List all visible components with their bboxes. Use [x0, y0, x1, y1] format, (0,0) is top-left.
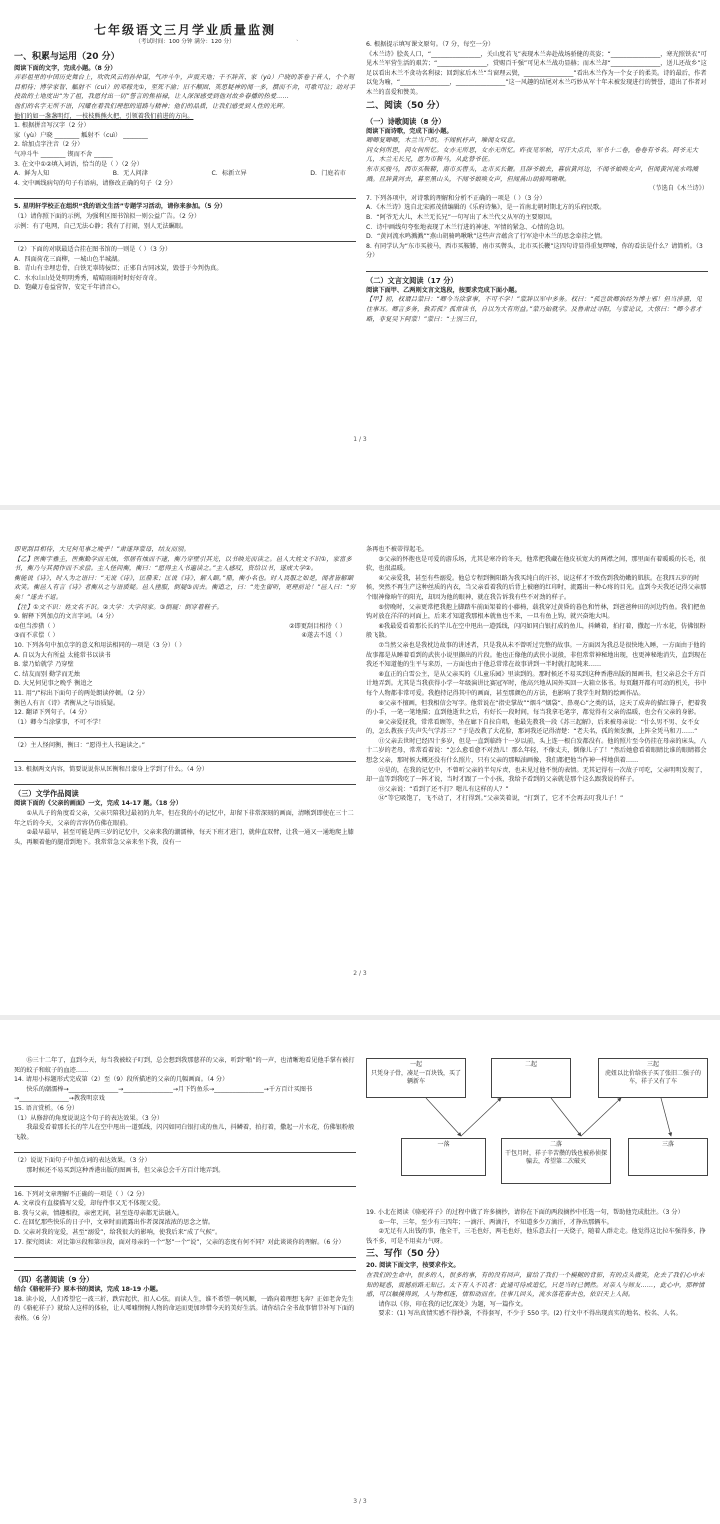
answer-line[interactable] — [14, 1177, 356, 1187]
exam-text: 条再也不被蒂得起毛。 — [366, 546, 428, 553]
exam-text: 弄彩祖里的中国历史舞台上，吹吹风云的孙仲谋，气冲斗牛，声震天地；千不辞苦、家（yù）户晓的茶卷于昔人，个个刻目相待；博学家智、觚射不（cuì）的邓稼先①，至死不渝；旧不颠固、英思疑神的闻一多，撰而不舍，可歌可泣；动对手投敌的土地度出“为了祖，我愿付出一切”誓言的焦裕禄，让人深深感受到他对故乡春播的热爱…… — [14, 74, 356, 101]
exam-text: 东市买骏马，西市买鞍鞯，南市买辔头，北市买长鞭。旦辞爷娘去，暮宿黄河边，不闻爷娘唤女声，但闻黄河流水鸣溅溅。旦辞黄河去，暮至黑山头，不闻爷娘唤女声，但闻燕山胡骑鸣啾啾。 — [366, 165, 699, 183]
exam-text: D．饱藏万卷益营智，安定千年清音心。 — [14, 284, 124, 292]
exam-text: 【乙】医衡字雅圭，医衡勤学而无烛，邻居有烛而不逮，衡乃穿壁引其光，以书映光而读之。邑人大姓文不识①，家富多书，衡乃与其佣作而不求偿。主人怪问衡，衡曰：“愿得主人书遍读之。”主人感叹，资给以书，遂成大学②。 — [14, 555, 352, 573]
plot-rise-1: 一起 只凭身子骨，凑足一百块钱，买了辆新车 — [366, 1058, 466, 1098]
exam-text: 他们的如一盏盏明灯，一枝枝熊熊火把，引领着我们前进的方向。 — [14, 112, 194, 120]
exam-text: 1. 根据拼音写汉字（2 分） — [14, 122, 90, 130]
exam-text: ①从儿子的角度看父亲，父亲只陪我过最初的九年，但在我的小的记忆中，却留下非常深刻的画面，清晰到即使在三十二年之后的今天，父亲的音容仍仿佛在眼前。 — [14, 810, 354, 827]
page-1-right-content — [366, 40, 708, 324]
exam-text: A. 文章没有直接描写父爱，却每件事又无不体现父爱。 — [14, 1200, 165, 1208]
section-heading: （四）名著阅读（9 分） — [14, 1275, 94, 1285]
exam-text: 【注】①文不识：姓文名不识。②大学：大学问家。③倒屣：倒穿着鞋子。 — [14, 603, 223, 611]
exam-text: A．《木兰诗》选自北宋郭茂倩编辑的《乐府诗集》，是一首南北朝时期北方的乐府民歌。 — [366, 204, 606, 212]
exam-text: B．“阿爷无大儿，木兰无长兄”一句写出了木兰代父从军的主要原因。 — [366, 213, 557, 221]
option-text: A．鲜为人知 — [14, 170, 50, 178]
page-3-left-column — [14, 1056, 356, 1323]
answer-line[interactable] — [14, 1248, 356, 1258]
exam-text: D．“黄河流水鸣溅溅”“燕山胡骑鸣啾啾”这些声音蕴含了行军途中木兰的思念牵挂之情。 — [366, 233, 607, 241]
option-text: D．门庭若市 — [310, 170, 346, 178]
exam-text: 快乐的潮濡棒→________________→________________→月下钓鱼乐→________________→千方百计买图书→________________→教我明京戏 — [14, 1085, 313, 1103]
exam-text: 6. 根据提示填写课文原句。（7 分，每空一分） — [366, 41, 495, 48]
exam-text: ⑧直正的白雪公主，是从父亲买的《儿童乐园》里读到的。那时候还不易买到这种香港出版的图画书，但父亲总会千方百计地弄到。尤其是当我获得小学一年级演讲比赛冠军时，他高兴地从国外买回一大箱立体书。每页翻开都有可动的机关，书中每个人物都非常可爱。我抱持记得其中的画面，甚至那颜色的方法，也影响了我学生时期的绘画作品。 — [366, 670, 707, 697]
page-1-left-content — [14, 51, 356, 293]
exam-text: D. 大兄何见事之晚乎 衡追之 — [14, 680, 93, 688]
exam-text: 阅读下面诗歌，完成下面小题。 — [366, 127, 453, 135]
exam-text: （1）从修辞的角度说说这个句子的表达效果。（3 分） — [14, 1114, 164, 1122]
answer-line[interactable] — [14, 232, 356, 242]
exam-text: 16. 下列对文章理解不正确的一项是（ ）（2 分） — [14, 1190, 149, 1198]
exam-text: ⑭“等它吸饱了，飞不动了，才打得到。”父亲笑着说，“打到了，它才不会再去叮我儿子！” — [366, 795, 624, 803]
plot-rise-3: 三起 虎妞以比价给孩子买了张旧二强子的车，祥子又有了车 — [598, 1058, 708, 1098]
exam-text: 阅读下面的《父亲的画面》一文，完成 14-17 题。（18 分） — [14, 800, 182, 808]
exam-text: 阅读下面甲、乙两则文言文选段，按要求完成下面小题。 — [366, 286, 521, 294]
option-text: ②即更刮目相待（ ） — [288, 622, 346, 630]
answer-line[interactable] — [14, 1261, 356, 1271]
exam-text: 9. 解释下列加点的文言字词。（4 分） — [14, 613, 118, 621]
exam-subtitle: （考试时间：100 分钟 满分：120 分） — [135, 39, 235, 45]
exam-text: 15. 语言赏析。（6 分） — [14, 1104, 79, 1112]
section-heading: （二）文言文阅读（17 分） — [366, 275, 458, 285]
answer-line[interactable] — [14, 1143, 356, 1153]
exam-text: 13. 根据两文内容，简要说说你从匡衡和吕蒙身上学到了什么。（4 分） — [14, 765, 209, 773]
plot-rise-2: 二起 — [491, 1058, 571, 1098]
exam-text: （2）说说下面句子中加点词的表达效果。（3 分） — [14, 1157, 151, 1165]
section-heading: 一、积累与运用（20 分） — [14, 51, 120, 62]
exam-text: 我最爱看着那长长的竿儿在空中甩出一道弧线，闪闪如同白银打成的鱼儿，抖鳞着，拍打着，撒起一片水花，仿佛银粉般飞散。 — [14, 1124, 355, 1141]
exam-text: 请你以《你，印在我的记忆深处》为题，写一篇作文。 — [366, 1300, 527, 1308]
option-text: B．无人问津 — [112, 170, 148, 178]
page-2-left-content — [14, 545, 356, 847]
option-text: C．标新立异 — [211, 170, 247, 178]
exam-text: （2）主人怪问衡，衡曰：“愿得主人书遍读之。” — [14, 742, 145, 750]
exam-text: 唧唧复唧唧，木兰当户织。不闻机杼声，唯闻女叹息。 — [366, 137, 520, 145]
exam-text: 14. 请用小标题形式完成第（2）至（9）段所描述的父亲的几幅画面。（4 分） — [14, 1076, 229, 1084]
exam-text: 《木兰诗》脍炙人口，“________________，关山度若飞”表现木兰奔赴战场骄健的英姿；“________________，寒光照铁衣”可见木兰军营生活的艰苦；“________________，赏赐百千强”可见木兰战功显赫；而木兰却“________________，送儿还故乡”这足以看出木兰不贪功名利禄；回到家后木兰“当窗理云鬓，________________”看出木兰作为一个女子的柔美。诗的最后，作者以兔为喻，“________________，________________”这一风趣的结尾对木兰巧妙从军十年未被发现进行的赞誉，道出了作者对木兰的喜爱和赞美。 — [366, 50, 707, 96]
exam-text: 家（yù）户晓 ________ 觚射不（cuì） ________ — [14, 131, 148, 139]
plot-fall-1: 一落 — [401, 1138, 486, 1176]
page-number: 2 / 3 — [353, 970, 367, 977]
option-text: ④遂去不返（ ） — [301, 632, 346, 640]
section-heading: （一）诗歌阅读（8 分） — [366, 116, 446, 126]
exam-text: （节选自《木兰诗》） — [649, 185, 708, 193]
exam-text: ⑩父亲爱抚我，常常看顾等，坐在廊下自拉自唱，他最先教我一段《苏三起解》，后来被母亲说：“什么男不男、女不女的，怎么教孩子失声失气学苏三？”于是改教了大花脸，那词我还记得清楚：“老夫名，孤的须发飘，上阵全凭马和刀……” — [366, 718, 700, 736]
exam-text: 结合《骆驼祥子》原本书的阅读，完成 18-19 小题。 — [14, 1286, 162, 1294]
exam-text: 3. 在文中①②填入词语，恰当的是（ ）（2 分） — [14, 160, 143, 168]
exam-text: 问女何所思，问女何所忆。女亦无所思，女亦无所忆。昨夜见军帖，可汗大点兵，军书十二卷，卷卷有爷名。阿爷无大儿，木兰无长兄，愿为市鞍马，从此替爷征。 — [366, 146, 699, 164]
exam-text: 5. 星明轩学校正在组织“我的语文生活”专题学习活动，请你来参加。（5 分） — [14, 203, 227, 211]
plot-fall-3: 三落 — [628, 1138, 708, 1176]
exam-text: 11. 用“/”标出下面句子的两处朗读停顿。（2 分） — [14, 689, 149, 697]
exam-text: 衡邑人有言《诗》者衡从之与语质疑。 — [14, 699, 120, 707]
exam-text: 4. 文中画线病句的句子有语病，请修改正确的句子（2 分） — [14, 179, 177, 187]
exam-text: ③父亲的怀抱也是可爱的游乐场，尤其是寒冷的冬天，他常把我藏在他皮袄宽大的两襟之间，那里面有着暖暖的长毛，很软，也很温暖。 — [366, 555, 706, 573]
plot-fall-2: 二落 干包月时，祥子辛苦攒的钱也被孙侦探骗去，希望第二次破灭 — [501, 1138, 611, 1184]
exam-text: 10. 下列各句中加点字的意义和用法相同的一项是（3 分）（ ） — [14, 641, 186, 649]
page-3-right-column — [366, 1054, 708, 1319]
exam-text: （1）请你照下面的示例，为强利区图书馆拟一则公益广告。（2 分） — [14, 212, 201, 220]
exam-text: ⑨父亲不擅画，但我相信会写字。他常说在“指史掌故”“烟斗”烟袋“、鼻观心”之类的话，这天了成奔的描红簿子，把着我的小手，一笔一笔地描；直到他逝世之后，有好长一段时间，每当我拿毛笔字，都觉得有父亲的温暖，也会有父亲的身影。 — [366, 699, 707, 717]
page-1-left-column — [14, 0, 356, 293]
exam-text: A. 自以为大有所益 太能常书以读书 — [14, 651, 111, 659]
exam-text: 要求：(1) 写出真情实感不得抄袭，不得套写，不少于 550 字。(2) 行文中不得出现真实的地名、校名、人名。 — [366, 1310, 682, 1318]
page-2-right-column — [366, 545, 708, 804]
exam-text: 他们的名字无所不语，闪耀在着我们理想的道路与精神；他们的品质，让我们感受到人性的光辉。 — [14, 102, 289, 110]
page-3 — [0, 1020, 720, 1524]
answer-line[interactable] — [14, 189, 356, 199]
page-number: 1 / 3 — [353, 436, 367, 443]
exam-text: 衡能说《诗》，时人为之语曰：“无说《诗》，匡鼎来；匡说《诗》，解人颐。”鼎，衡小名也。时人畏服之如是，闻者皆解颐欢笑。衡邑人有言《诗》者衡从之与语质疑。邑人挫服，倒屣③而去。衡追之，曰：“先生留听，更理前论！”邑人曰：“穷矣！”遂去不返。 — [14, 574, 356, 601]
answer-line[interactable] — [14, 728, 356, 738]
exam-text: B. 蒙乃始就学 乃穿壁 — [14, 661, 74, 669]
exam-text: 19. 小北在阅读《骆驼祥子》的过程中做了许多摘抄，请你在下面的两段摘抄中任选一句，帮助他完成批注。（3 分） — [366, 1209, 684, 1216]
exam-text: C. 在回忆那些快乐的日子中，文章时而流露出作者深深浓浓的思念之情。 — [14, 1219, 215, 1227]
exam-text: ⑥我最爱看着那长长的竿儿在空中甩出一道弧线，闪闪如同白银打成的鱼儿，抖鳞着，拍打着，撒起一片水花，仿佛银粉般飞散。 — [366, 622, 706, 640]
option-row — [14, 631, 356, 641]
section-heading: 二、阅读（50 分） — [366, 100, 445, 111]
option-text: ③而不求偿（ ） — [14, 632, 59, 640]
exam-text: C. 结友而别 勤学而无烛 — [14, 670, 80, 678]
exam-text: ⑬父亲说：“看到了还不打？嗯儿有这样的人？” — [366, 785, 509, 793]
exam-text: A．四面荷花三面柳，一城山色半城湖。 — [14, 255, 124, 263]
exam-text: 20. 阅读下面文字，按要求作文。 — [366, 1262, 460, 1270]
page-1-right-column — [366, 40, 708, 324]
exam-text: 即更刮目相待，大兄何见事之晚乎！”肃遂拜蒙母，结友而别。 — [14, 546, 190, 553]
exam-text: B. 我与父亲，情趣相投，亲密无间，甚至连母亲都无法融入。 — [14, 1209, 184, 1217]
option-text: ①但当涉猎（ ） — [14, 622, 59, 630]
option-row — [14, 622, 356, 632]
exam-text: 那时候还不易买到这种香港出版的图画书，但父亲总会千方百计地弄到。 — [14, 1166, 225, 1174]
exam-text: ①一年、三年，至少有三四年；一滴汗、两滴汗，不知道多少万滴汗，才挣出那辆车。 — [366, 1218, 613, 1226]
exam-text: 7. 下列各项中，对诗歌的理解和分析不正确的一项是（ ）（3 分） — [366, 194, 546, 202]
section-heading: （三）文学作品阅读 — [14, 789, 79, 799]
answer-line[interactable] — [14, 775, 356, 785]
answer-line[interactable] — [14, 752, 356, 762]
exam-text: ⑪父亲去世时已经四十多岁，但是一直到临终十一岁以前，头上连一根白发都没有。他的照片至今仍挂在母亲的床头，八十二岁的老母，常常看着说：“怎么愈看愈不对劲儿！那么年轻，不像丈夫，倒像儿子了！”然后她愈看着眼睛比谁的眼睛都会想念父亲，那时候大概还没有什么照片，只有父亲的那幅油画像，我们都把他当作神一样地供着…… — [366, 737, 707, 765]
section-heading: 三、写作（50 分） — [366, 1249, 445, 1260]
exam-text: 18. 读小说，人们希望它一波三折，跌宕起伏，扣人心弦。而读人生，谁不希望一帆风顺，一路向着理想飞奔？正如老舍先生的《骆驼祥子》就给人这样的体验，让人唏嘘悯惋人物的命运而更加珍惜今天的美好生活。请你结合全书故事情节补写下面的表格。（6 分） — [14, 1295, 355, 1322]
exam-text: ⑮三十二年了，直到今天，每当我被蚊子叮到，总会想到我那慈祥的父亲，听到“啪”的一声，也清晰地看见他手掌有被打死的蚊子和蚊子的血迹…… — [14, 1057, 355, 1074]
page-3-right-content — [366, 1208, 708, 1319]
exam-text: 8. 有同学认为“东市买骏马，西市买鞍鞯，南市买辔头，北市买长鞭”这四句诗显得重复啰嗦，你的看法是什么？请简析。（3 分） — [366, 242, 703, 260]
answer-line[interactable] — [366, 262, 708, 272]
exam-text: 在我们的生命中，很多的人，很多的事，有的没有回声，留给了我们一个模糊的背影，有的点头微笑，化去了我们心中未知的疑惑，震撼前路无知已。太下有人不讥者：此通可待成追忆，只是当时已惘然。对亲人与师友……，此心中，那种情感，可以触摸得到，人与物相连，情和动而在。往事几回头，流水落花春去也，依旧天上人间。 — [366, 1271, 705, 1299]
exam-text: （2）下面的对联最适合挂在图书馆的一则是（ ）（3 分） — [14, 246, 172, 254]
option-row — [14, 169, 356, 179]
exam-text: 12. 翻译下列句子。（4 分） — [14, 709, 91, 717]
page-mark: ˋ — [296, 40, 299, 47]
page-2-right-content — [366, 545, 708, 804]
exam-text: ⑦当然父亲也是我枕边故事的讲述者，只是我从未不曾听过完整的故事。一方面因为我总是很快地入睡，一方面由于他的故事都是从睡着看到的武侠小说里撷出的片段。他也正像他的武侠小说般，非但常常神秘地出现，也更神秘地消失，直到现在我还不知道他的生平与来历，一方面也由于他总常常在故事讲到一半时就打起盹来…… — [366, 641, 707, 669]
exam-text: 阅读下面的文字，完成小题。（8 分） — [14, 64, 117, 72]
exam-text: 17. 探究阅读：对比第⑫段和第⑬段，面对母亲的一个“怒”一个“说”，父亲的态度有何不同？对此谈谈你的理解。（6 分） — [14, 1238, 345, 1246]
exam-text: B．青山有幸埋忠骨，白铁无辜铸佞臣；正邪自古同冰炭，毁誉于今判伪真。 — [14, 265, 223, 273]
page-2 — [0, 510, 720, 1015]
exam-text: （1）卿今当涂掌事，不可不学！ — [14, 718, 105, 726]
exam-text: ⑤傍晚时，父亲更常把我抱上脚踏车前面架着的小藤椅，载我穿过黄昏的暮色和竹林，到爸爸种田的河边钓鱼。我们把鱼钩对放在洋洋的河面上，后来才知道我那根本就鱼也不来，一旦有鱼上钩，就兴奋地大叫。 — [366, 603, 706, 621]
exam-text: D. 父亲对我的宠爱，甚至“溺爱”，给我很大的影响，使我后来“成了气候”。 — [14, 1228, 222, 1236]
page-1 — [0, 0, 720, 505]
page-number: 3 / 3 — [353, 1498, 367, 1505]
exam-text: 气冲斗牛 ________ 锲而不舍 ______ — [14, 150, 113, 158]
exam-text: ⑫是的，在我的记忆中，不曾听父亲的半句斥责，也未见过他不悦的表情。无其记得有一次故子可吃，父亲明明发现了，却一直等到我吃了一阵才说，当时才跟了一个小孩，我给予看到的父亲就是那个这么跟我说的样子。 — [366, 766, 707, 784]
exam-text: C．水水山山处处明明秀秀，晴晴雨雨时时好好奇奇。 — [14, 274, 161, 282]
exam-text: ②最早最早，甚至可能是两三岁的记忆中，父亲来我的潮濡棒，每天下班才进门，就伸直双臂，让我一通又一通地爬上膝头，再顺着他的腿滑到地下。我常常急父亲来坐下我，没有一 — [14, 829, 354, 846]
exam-text: 示例：有了电网，自己无法心静；我有了打闹，别人无法瞩眼。 — [14, 222, 188, 230]
page-2-left-column — [14, 545, 356, 847]
exam-text: ②无足有人出钱的事，他全干，三毛也好，两毛也好，他乐意去打一天烧子，随着人群走走。他觉得这比拉车强得多，挣钱不多，可是不用卖力气呀。 — [366, 1228, 706, 1245]
exam-text: ④父亲爱我，甚至有些溺爱。他总专程到衡阳路为我买纯白的汗衫，说这样才不致伤到我幼嫩的肌肤。在我四五岁的时候，突然不再生产这种丝质的内衣，当父亲看着我的后背上被磨的红印时，流露出一种心疼的目光。直到今天我还记得父亲那个眼神像晌午的阳光，却因为他的眼神，就在我告诉我有些不对劲的样子。 — [366, 574, 707, 601]
exam-text: 2. 给加点字注音（2 分） — [14, 141, 84, 149]
story-plot-diagram — [366, 1058, 708, 1208]
page-3-left-content — [14, 1056, 356, 1323]
exam-title: 七年级语文三月学业质量监测 — [93, 23, 276, 37]
exam-text: 【甲】初，权谓吕蒙曰：“卿今当涂掌事，不可不学！”蒙辞以军中多务。权曰：“孤岂欲卿治经为博士邪！但当涉猎，见往事耳。卿言多务，孰若孤？孤常读书，自以为大有所益。”蒙乃始就学。及鲁肃过寻阳，与蒙论议，大惊曰：“卿今者才略，非复吴下阿蒙！”蒙曰：“士别三日， — [366, 296, 702, 323]
exam-text: C．诗中画线句夸张地表现了木兰行进的神速、军情的紧急、心情的急切。 — [366, 223, 569, 231]
